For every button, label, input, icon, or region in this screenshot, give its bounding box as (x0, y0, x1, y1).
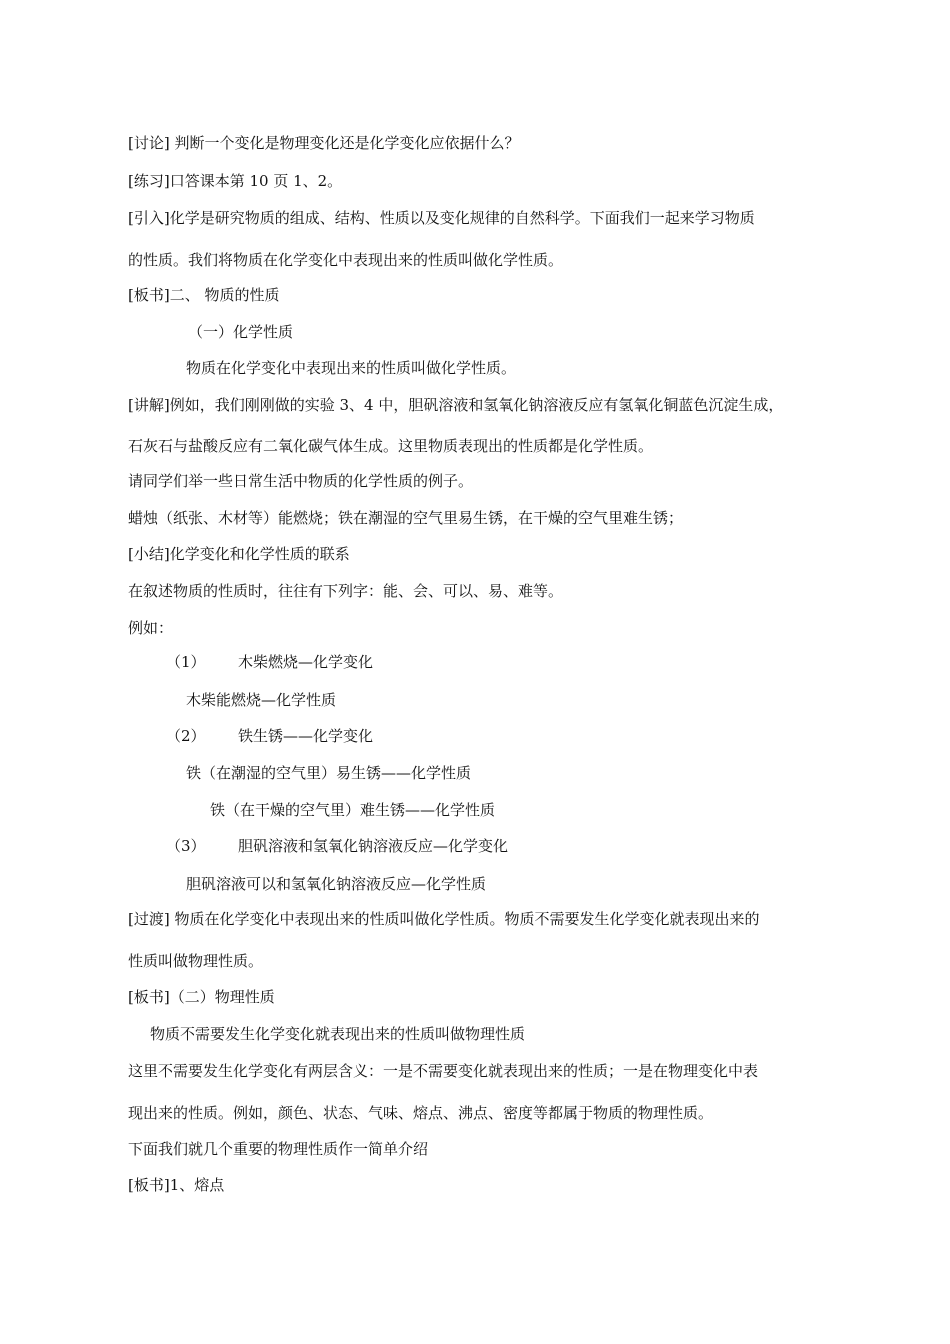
examples-line: 蜡烛（纸张、木材等）能燃烧；铁在潮湿的空气里易生锈，在干燥的空气里难生锈； (128, 509, 684, 527)
intro-line-2: 的性质。我们将物质在化学变化中表现出来的性质叫做化学性质。 (128, 251, 564, 269)
example-2-property-a: 铁（在潮湿的空气里）易生锈——化学性质 (186, 764, 472, 782)
example-text: 木柴燃烧—化学变化 (238, 653, 374, 671)
meaning-line-2: 现出来的性质。例如，颜色、状态、气味、熔点、沸点、密度等都属于物质的物理性质。 (128, 1104, 714, 1122)
example-1 (166, 652, 373, 672)
example-number: （2） (166, 727, 206, 745)
example-1-property: 木柴能燃烧—化学性质 (186, 691, 337, 709)
example-3 (166, 836, 508, 856)
example-text: 胆矾溶液和氢氧化钠溶液反应—化学变化 (238, 837, 509, 855)
example-2 (166, 726, 373, 746)
board-heading-properties: [板书]二、 物质的性质 (128, 286, 280, 304)
example-number: （3） (166, 837, 206, 855)
definition-physical-properties: 物质不需要发生化学变化就表现出来的性质叫做物理性质 (150, 1025, 526, 1043)
explanation-line-1: [讲解]例如，我们刚刚做的实验 3、4 中，胆矾溶液和氢氧化钠溶液反应有氢氧化铜蓝色沉淀生成， (128, 396, 784, 414)
example-text: 铁生锈——化学变化 (238, 727, 374, 745)
summary-text: 在叙述物质的性质时，往往有下列字：能、会、可以、易、难等。 (128, 582, 564, 600)
intro-physical-properties: 下面我们就几个重要的物理性质作一简单介绍 (128, 1140, 429, 1158)
student-prompt-line: 请同学们举一些日常生活中物质的化学性质的例子。 (128, 472, 474, 490)
explanation-line-2: 石灰石与盐酸反应有二氧化碳气体生成。这里物质表现出的性质都是化学性质。 (128, 437, 654, 455)
definition-chemical-properties: 物质在化学变化中表现出来的性质叫做化学性质。 (186, 359, 517, 377)
example-2-property-b: 铁（在干燥的空气里）难生锈——化学性质 (210, 801, 496, 819)
discussion-line: [讨论] 判断一个变化是物理变化还是化学变化应依据什么？ (128, 134, 520, 152)
for-example-label: 例如： (128, 619, 174, 637)
intro-line-1: [引入]化学是研究物质的组成、结构、性质以及变化规律的自然科学。下面我们一起来学习物质 (128, 209, 755, 227)
board-heading-physical: [板书]（二）物理性质 (128, 988, 275, 1006)
exercise-line: [练习]口答课本第 10 页 1、2。 (128, 172, 343, 190)
example-number: （1） (166, 653, 206, 671)
summary-heading: [小结]化学变化和化学性质的联系 (128, 545, 350, 563)
example-3-property: 胆矾溶液可以和氢氧化钠溶液反应—化学性质 (186, 875, 487, 893)
transition-line-1: [过渡] 物质在化学变化中表现出来的性质叫做化学性质。物质不需要发生化学变化就表现出来的 (128, 910, 760, 928)
meaning-line-1: 这里不需要发生化学变化有两层含义：一是不需要变化就表现出来的性质；一是在物理变化中表 (128, 1062, 759, 1080)
subheading-chemical-properties: （一）化学性质 (188, 323, 294, 341)
board-heading-melting-point: [板书]1、熔点 (128, 1176, 225, 1194)
transition-line-2: 性质叫做物理性质。 (128, 952, 264, 970)
